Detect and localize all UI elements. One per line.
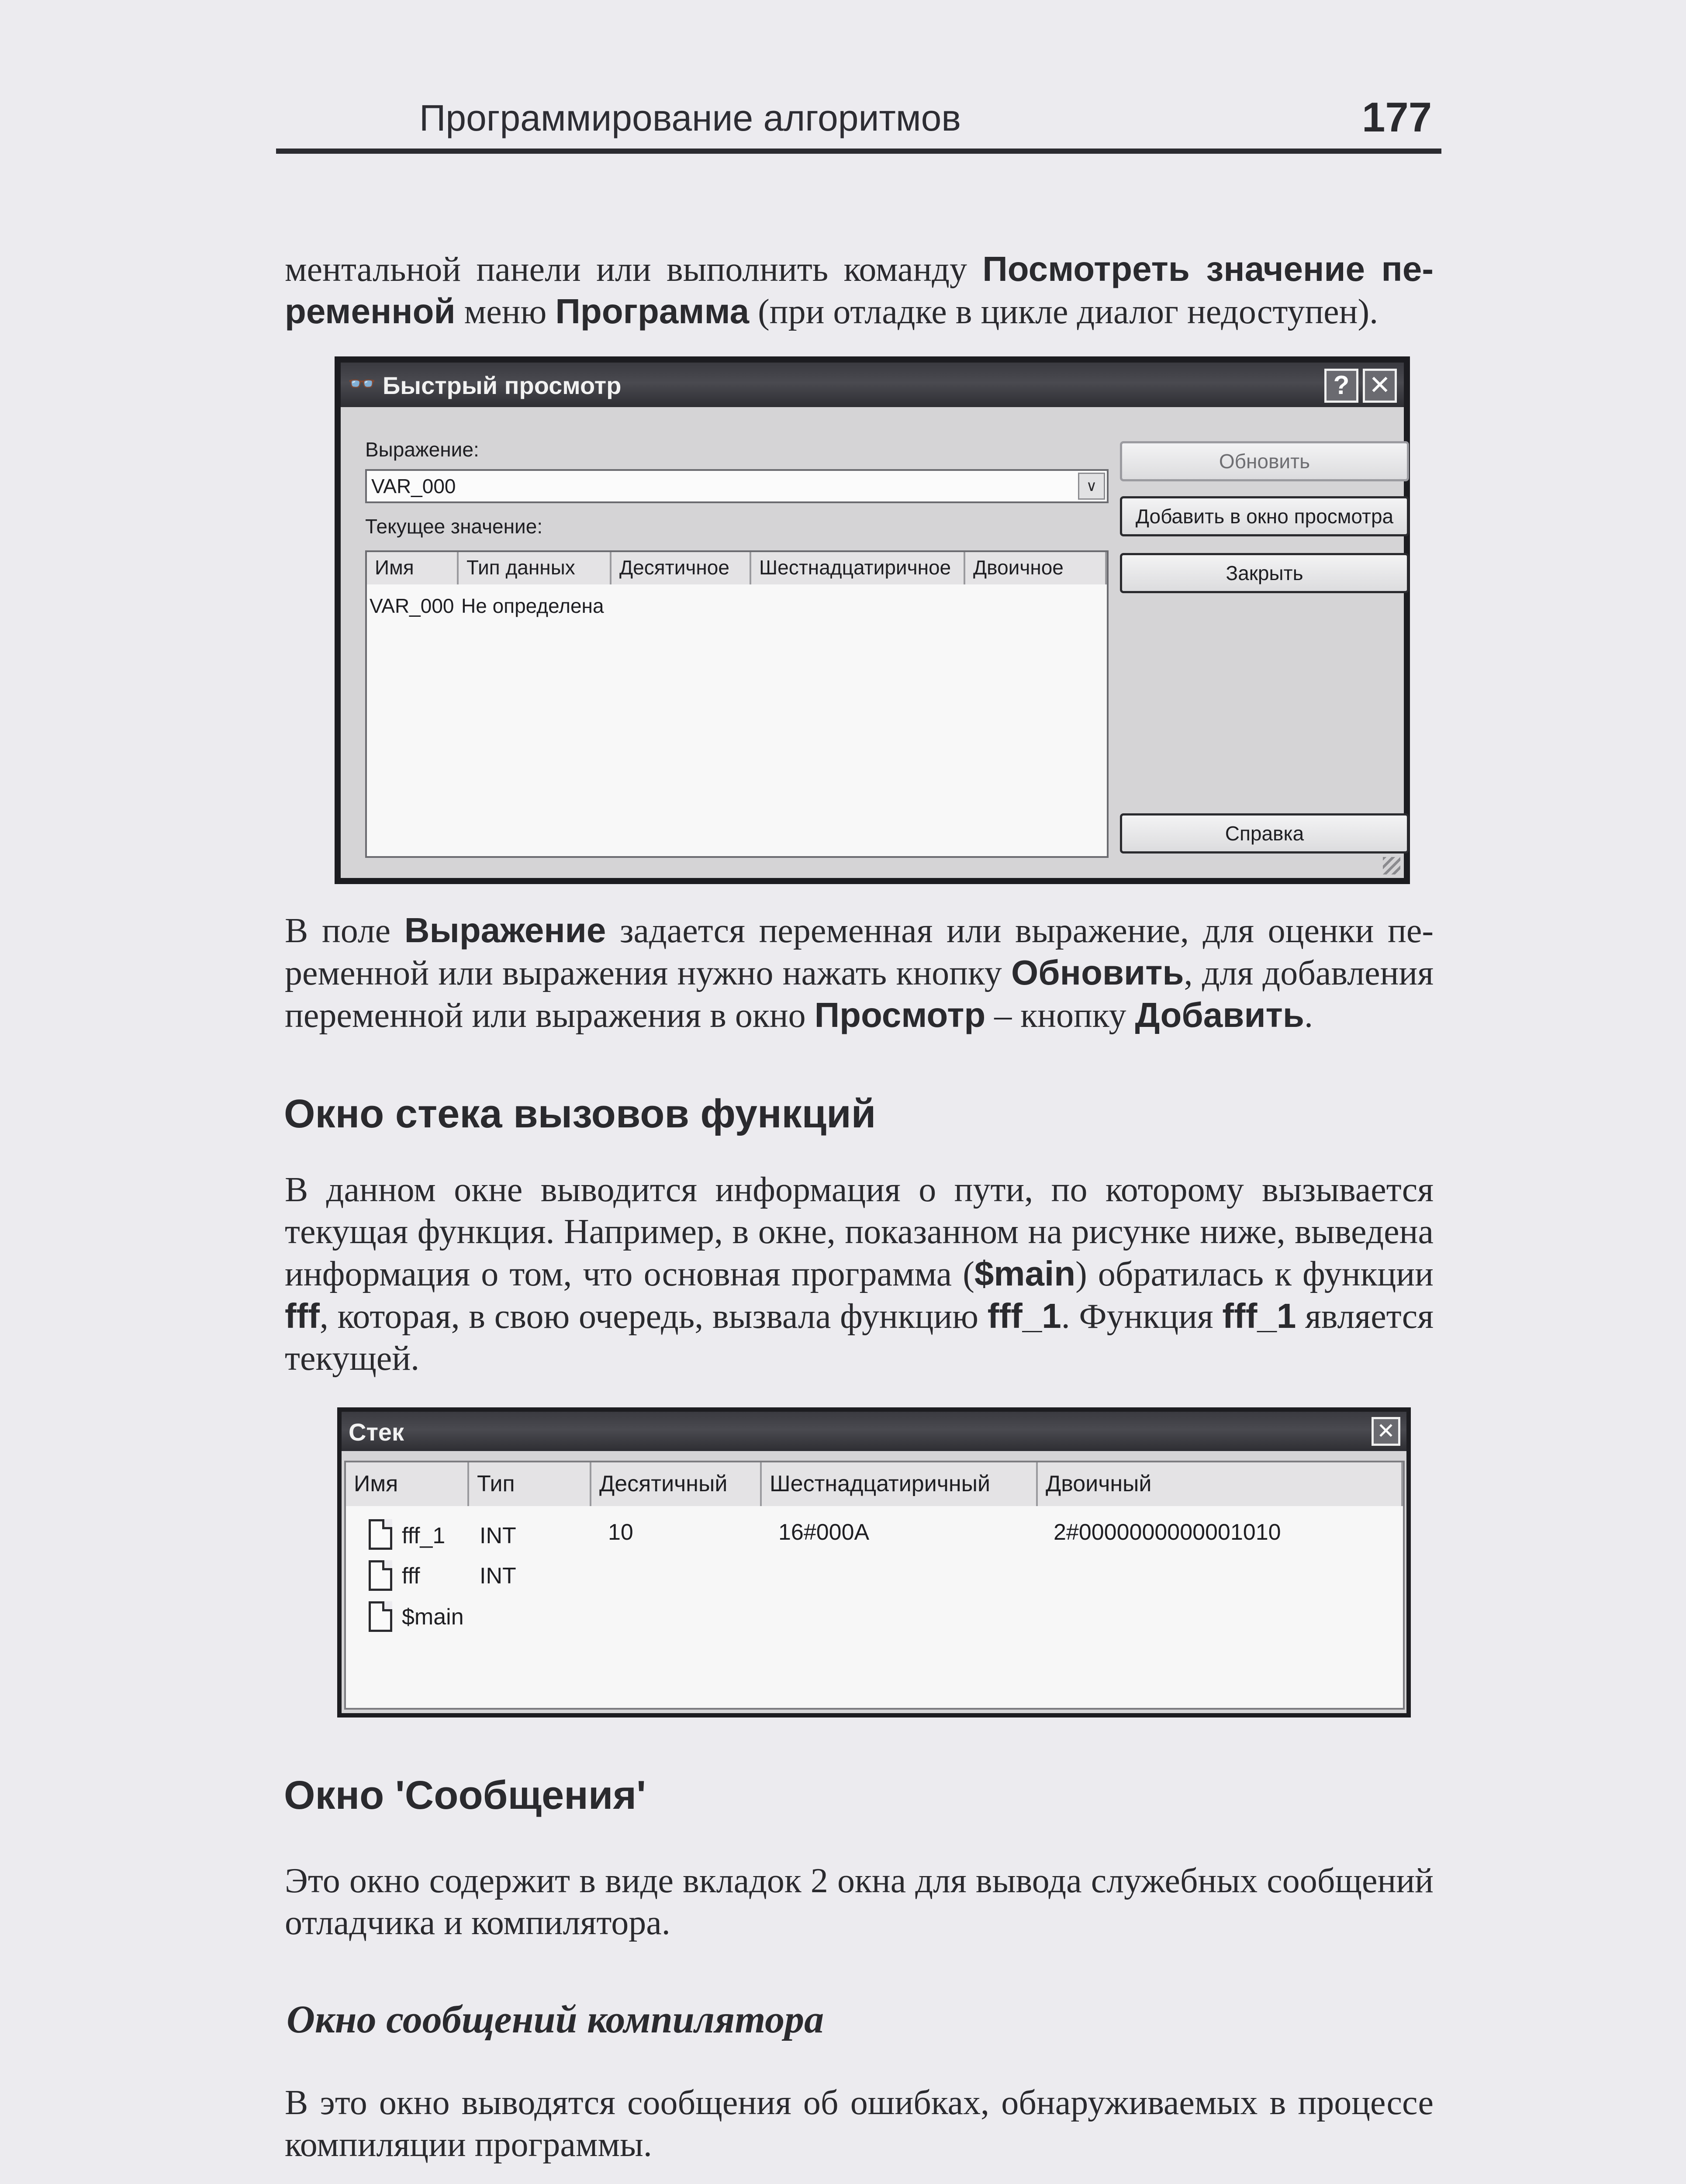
column-header-hex[interactable]: Шестнадцатиричное bbox=[751, 552, 965, 584]
document-icon bbox=[369, 1519, 392, 1550]
column-header-data-type[interactable]: Тип данных bbox=[459, 552, 612, 584]
stack-row-hex[interactable]: 16#000A bbox=[778, 1520, 870, 1545]
document-icon bbox=[369, 1601, 392, 1632]
column-header-decimal[interactable]: Десятичное bbox=[612, 552, 751, 584]
para2-bold-add: Добавить bbox=[1135, 995, 1304, 1034]
para3-text-5: является текущей. bbox=[285, 1297, 1434, 1378]
table-row-type[interactable]: Не определена bbox=[461, 594, 604, 617]
section-title-messages: Окно 'Сообщения' bbox=[284, 1773, 646, 1818]
section-title-call-stack: Окно стека вызовов функций bbox=[284, 1092, 876, 1136]
para3-text-3: , которая, в свою очередь, вызвала функцию bbox=[319, 1297, 988, 1336]
stack-row-type[interactable]: INT bbox=[480, 1563, 516, 1589]
para2-text-4: – кнопку bbox=[985, 996, 1135, 1035]
para3-bold-main: $main bbox=[974, 1254, 1076, 1293]
intro-text-2: меню bbox=[455, 293, 556, 331]
help-button[interactable]: Справка bbox=[1120, 813, 1409, 854]
call-stack-paragraph bbox=[285, 1169, 1434, 1379]
close-button[interactable]: Закрыть bbox=[1120, 553, 1409, 593]
running-head: Программирование алгоритмов bbox=[419, 97, 961, 138]
glasses-icon: 👓 bbox=[348, 371, 376, 397]
stack-title: Стек bbox=[349, 1418, 404, 1446]
current-value-table bbox=[365, 550, 1109, 858]
column-header-decimal[interactable]: Десятичный bbox=[591, 1462, 762, 1506]
page-number: 177 bbox=[1362, 94, 1432, 141]
para2-text-3: , для добавления переменной или выражения в окно bbox=[285, 954, 1434, 1035]
resize-grip-icon[interactable] bbox=[1383, 857, 1400, 874]
para3-text-2: ) обратилась к функции bbox=[1075, 1255, 1434, 1293]
stack-row-name[interactable]: $main bbox=[402, 1604, 464, 1630]
para3-text-1: В данном окне выводится информация о пути, по которому вызывается текущая функция. Например, в окне, показанном на рисунке ниже, выведена информация о том, что основная программа ( bbox=[285, 1171, 1434, 1293]
intro-text-3: (при отладке в цикле диалог недоступен). bbox=[749, 293, 1379, 331]
para3-bold-fff1-current: fff_1 bbox=[1222, 1296, 1296, 1335]
expression-paragraph bbox=[285, 909, 1434, 1037]
column-header-hex[interactable]: Шестнадцатиричный bbox=[762, 1462, 1038, 1506]
quick-view-titlebar bbox=[341, 363, 1404, 407]
column-header-binary[interactable]: Двоичное bbox=[965, 552, 1107, 584]
para3-bold-fff: fff bbox=[285, 1296, 320, 1335]
stack-row-name[interactable]: fff_1 bbox=[402, 1523, 446, 1548]
expression-input[interactable]: VAR_000 bbox=[371, 475, 456, 498]
table-row-name[interactable]: VAR_000 bbox=[370, 594, 454, 617]
current-value-label: Текущее значение: bbox=[365, 515, 543, 538]
column-header-name[interactable]: Имя bbox=[367, 552, 459, 584]
expression-combobox[interactable] bbox=[365, 469, 1109, 503]
stack-row-binary[interactable]: 2#0000000000001010 bbox=[1054, 1520, 1281, 1545]
add-watch-button[interactable]: Добавить в окно просмотра bbox=[1120, 496, 1409, 536]
para2-bold-expression: Выражение bbox=[404, 911, 606, 950]
column-header-binary[interactable]: Двоичный bbox=[1038, 1462, 1403, 1506]
chevron-down-icon[interactable]: ∨ bbox=[1078, 473, 1105, 500]
para2-text-5: . bbox=[1304, 996, 1313, 1035]
para2-bold-view: Просмотр bbox=[814, 995, 986, 1034]
stack-row-decimal[interactable]: 10 bbox=[608, 1520, 633, 1545]
close-icon[interactable]: ✕ bbox=[1363, 369, 1397, 403]
para2-text-1: В поле bbox=[285, 912, 404, 950]
stack-row-name[interactable]: fff bbox=[402, 1563, 420, 1589]
quick-view-title: Быстрый просмотр bbox=[383, 372, 622, 399]
para2-bold-update: Обновить bbox=[1011, 953, 1184, 992]
quick-view-dialog bbox=[335, 356, 1410, 884]
update-button[interactable]: Обновить bbox=[1120, 441, 1409, 481]
expression-label: Выражение: bbox=[365, 438, 479, 461]
subsection-title-compiler-messages: Окно сообщений компилятора bbox=[287, 1998, 824, 2041]
document-icon bbox=[369, 1560, 392, 1591]
compiler-messages-paragraph: В это окно выводятся сообщения об ошибках, обнаруживаемых в процессе компиляции программы. bbox=[285, 2084, 1434, 2164]
column-header-type[interactable]: Тип bbox=[469, 1462, 591, 1506]
intro-paragraph bbox=[285, 248, 1434, 333]
stack-row-type[interactable]: INT bbox=[480, 1523, 516, 1548]
stack-titlebar bbox=[342, 1412, 1406, 1451]
intro-menu-command: Посмотреть значение переменной bbox=[285, 249, 1434, 331]
stack-window bbox=[337, 1407, 1411, 1717]
para3-text-4: . Функция bbox=[1061, 1297, 1223, 1336]
intro-menu-name: Программа bbox=[555, 292, 750, 331]
intro-text-1: ментальной панели или выполнить команду bbox=[285, 250, 983, 289]
header-rule bbox=[276, 149, 1441, 154]
para3-bold-fff1: fff_1 bbox=[987, 1296, 1061, 1335]
close-icon[interactable]: ✕ bbox=[1372, 1417, 1400, 1446]
para2-text-2: задается переменная или выражение, для оценки переменной или выражения нужно нажать кнопку bbox=[285, 912, 1434, 992]
messages-paragraph: Это окно содержит в виде вкладок 2 окна для вывода служебных сообщений отладчика и компилятора. bbox=[285, 1862, 1434, 1942]
help-icon[interactable]: ? bbox=[1324, 369, 1358, 403]
column-header-name[interactable]: Имя bbox=[346, 1462, 469, 1506]
stack-table bbox=[344, 1461, 1405, 1710]
